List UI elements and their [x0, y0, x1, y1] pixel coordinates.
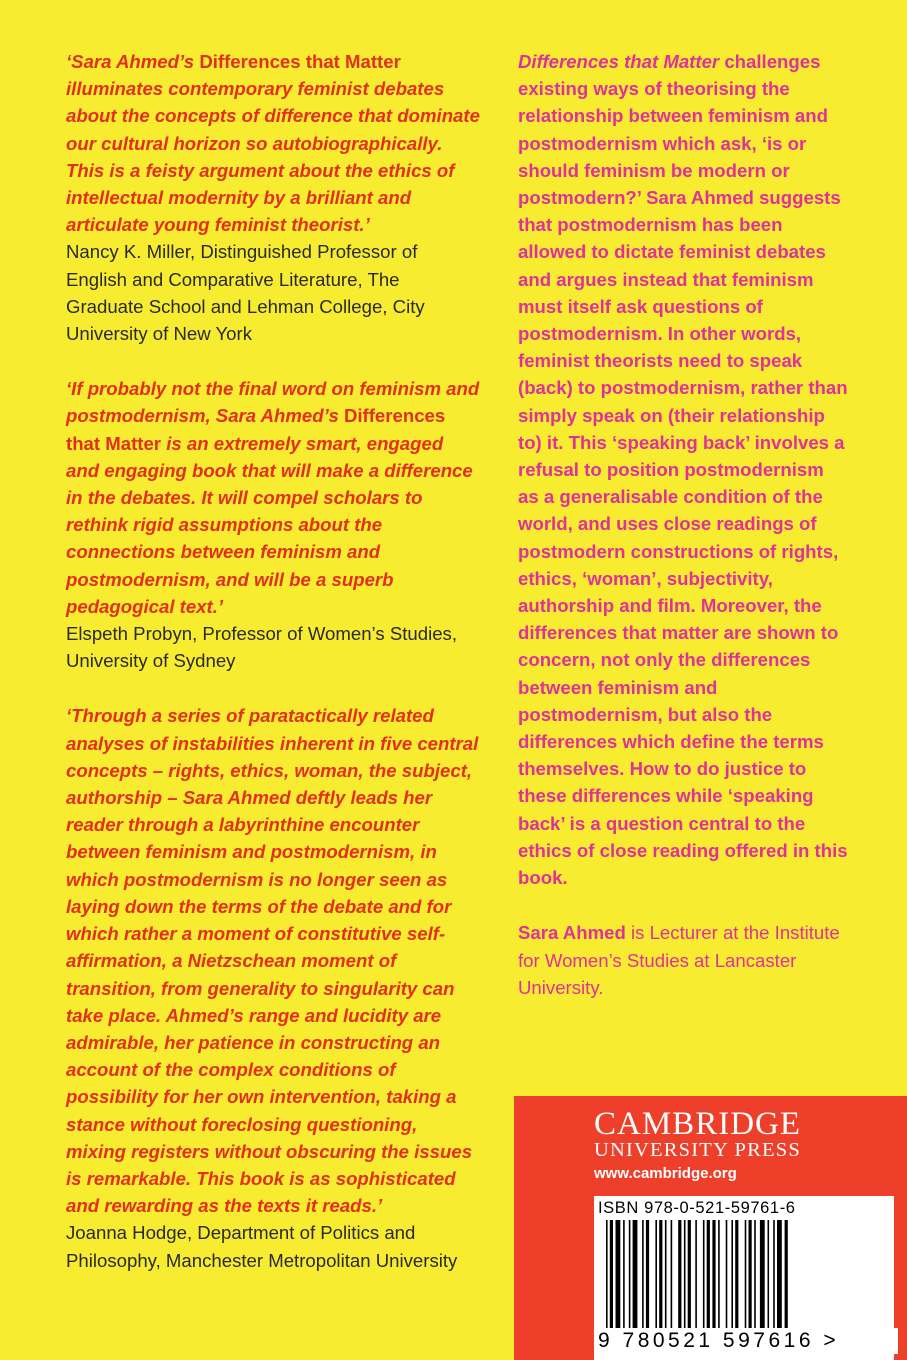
review-book-title: Differences that Matter [66, 405, 446, 454]
review-quote [66, 48, 481, 238]
review-quote-lead: ‘Sara Ahmed’s [66, 51, 200, 72]
author-name: Sara Ahmed [518, 922, 626, 944]
barcode-digits: 9 780521 597616 > [594, 1328, 898, 1354]
review-quote-text: illuminates contemporary feminist debates about the concepts of difference that dominate our cultural horizon so autobiographically. This is a feisty argument about the ethics of intellectual modernity by a brilliant and articulate young feminist theorist.’ [66, 78, 480, 236]
review-quote [66, 375, 481, 620]
description-text: challenges existing ways of theorising the relationship between feminism and postmodernism which ask, ‘is or should feminism be modern or postmodern?’ Sara Ahmed suggests that postmodernism has been allowed to dictate feminist debates and argues instead that feminism must itself ask questions of postmodernism. In other words, feminist theorists need to speak (back) to postmodernism, rather than simply speak on (their relationship to) it. This ‘speaking back’ involves a refusal to position postmodernism as a generalisable condition of the world, and uses close readings of postmodern constructions of rights, ethics, ‘woman’, subjectivity, authorship and film. Moreover, the differences that matter are shown to concern, not only the differences between feminism and postmodernism, but also the differences which define the terms themselves. How to do justice to these differences while ‘speaking back’ is a question central to the ethics of close reading offered in this book. [518, 51, 848, 889]
review-quote-lead: ‘If probably not the final word on feminism and postmodernism, Sara Ahmed’s [66, 378, 480, 427]
review-attribution: Elspeth Probyn, Professor of Women’s Studies, University of Sydney [66, 623, 458, 672]
review-book-title: Differences that Matter [199, 51, 401, 72]
review-quote-text: is an extremely smart, engaged and engaging book that will make a difference in the debates. It will compel scholars to rethink rigid assumptions about the connections between feminism and postmodernism, and will be a superb pedagogical text.’ [66, 432, 473, 617]
review-1 [66, 48, 481, 347]
publisher-name: CAMBRIDGE [594, 1106, 802, 1142]
isbn-barcode-box [594, 1196, 894, 1360]
description-column [518, 48, 848, 1001]
review-quote [66, 702, 481, 1219]
publisher-url: www.cambridge.org [594, 1165, 737, 1182]
review-quote-text: ‘Through a series of paratactically related analyses of instabilities inherent in five central concepts – rights, ethics, woman, the subject, authorship – Sara Ahmed deftly leads her reader through a labyrinthine encounter between feminism and postmodernism, in which postmodernism is no longer seen as laying down the terms of the debate and for which rather a moment of constitutive self-affirmation, a Nietzschean moment of transition, from generality to singularity can take place. Ahmed’s range and lucidity are admirable, her patience in constructing an account of the complex conditions of possibility for her own intervention, taking a stance without foreclosing questioning, mixing registers without obscuring the issues is remarkable. This book is as sophisticated and rewarding as the texts it reads.’ [66, 705, 479, 1217]
reviews-column [66, 48, 481, 1302]
review-attribution: Nancy K. Miller, Distinguished Professor of English and Comparative Literature, The Graduate School and Lehman College, City University of New York [66, 241, 425, 345]
review-3 [66, 702, 481, 1273]
review-attribution: Joanna Hodge, Department of Politics and Philosophy, Manchester Metropolitan University [66, 1222, 458, 1271]
review-2 [66, 375, 481, 674]
book-description [518, 48, 848, 891]
author-bio [518, 919, 848, 1001]
description-book-title: Differences that Matter [518, 51, 720, 72]
publisher-subname: UNIVERSITY PRESS [594, 1139, 801, 1161]
publisher-panel [514, 1096, 907, 1360]
author-bio-text: is Lecturer at the Institute for Women’s Studies at Lancaster University. [518, 922, 840, 998]
isbn-label: ISBN 978-0-521-59761-6 [598, 1199, 796, 1217]
